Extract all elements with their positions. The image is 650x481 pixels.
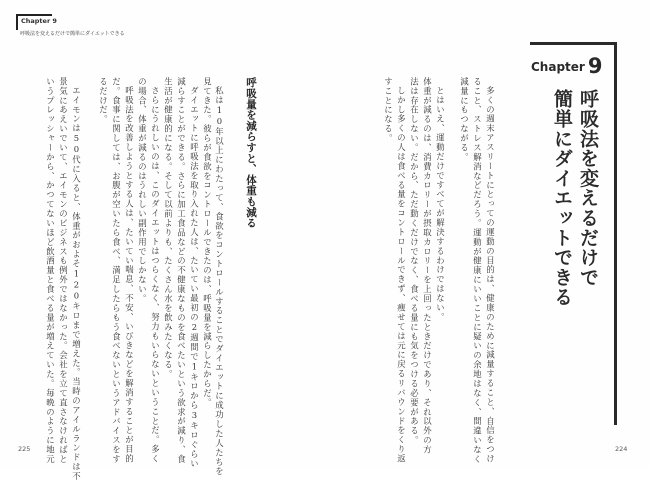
body-column: るだけだ。 xyxy=(98,77,109,125)
body-column: 減量にもつながる。 xyxy=(459,77,470,162)
body-column: 呼吸法を改善しようとする人は、たいてい喘息、不安、いびきなどを解消することが目的 xyxy=(124,86,135,464)
section-heading: 呼吸量を減らすと、体重も減る xyxy=(245,77,257,229)
body-column: 私は10年以上にわたって、食欲をコントロールすることでダイエットに成功した人たちを xyxy=(214,86,225,477)
chapter-title-line-2: 簡単にダイエットできる xyxy=(551,89,573,307)
body-column: 多くの週末アスリートにとっての運動の目的は、健康のために減量すること、自信をつけ xyxy=(485,86,496,464)
body-column: さらにうれしいのは、このダイエットはつらくなく、努力もいらないということだ。多く xyxy=(150,86,161,464)
body-column: しかし多くの人は食べる量をコントロールできず、痩せては元に戻るリバウンドをくり返 xyxy=(396,86,407,464)
body-column: 景気にあえいでいて、エイモンのビジネスも例外ではなかった。会社を立て直さなければと xyxy=(58,77,69,465)
page-number: 224 xyxy=(615,445,628,453)
running-head-chapter: Chapter 9 xyxy=(21,17,57,25)
body-column: いうプレッシャーから、かつてないほど飲酒量と食べる量が増えていた。毎晩のように地元 xyxy=(45,77,56,465)
body-column: 体重が減るのは、消費カロリーが摂取カロリーを上回ったときだけであり、それ以外の方 xyxy=(422,77,433,455)
body-column: エイモンは50代に入ると、体重がおよそ120キロまで増えた。当時のアイルランドは不 xyxy=(71,86,82,481)
body-column: とはいえ、運動だけですべてが解決するわけではない。 xyxy=(435,86,446,322)
body-column: 生活が健康的になる。そして以前よりも、たくさん水を飲みたくなる。 xyxy=(163,77,174,380)
running-head-title: 呼吸法を変えるだけで簡単にダイエットできる xyxy=(20,31,125,37)
body-column: ること、ストレス解消などだろう。運動が健康にいいことに疑いの余地はなく、間違いなく xyxy=(472,77,483,465)
body-column: 見てきた。彼らが食欲をコントロールできたのは、呼吸量を減らしたからだ。 xyxy=(202,77,213,408)
body-column: だ。食事に関しては、お腹が空いたら食べ、満足したらもう食べないというアドバイスをす xyxy=(111,77,122,465)
chapter-title-line-1: 呼吸法を変えるだけで xyxy=(577,89,599,287)
body-column: ダイエットに呼吸法を取り入れた人は、たいてい最初の2週間で1キロから3キロぐらい xyxy=(189,86,200,469)
chapter-frame xyxy=(530,42,617,425)
body-column: 減らすことができる。さらに加工食品などの不健康なものを食べたいという欲求が減り、食 xyxy=(176,77,187,465)
body-column: すことになる。 xyxy=(383,77,394,144)
page-number: 225 xyxy=(18,445,31,453)
body-column: 法は存在しない。だから、ただ動くだけでなく、食べる量にも気をつける必要がある。 xyxy=(409,77,420,446)
chapter-label: Chapter xyxy=(531,60,585,74)
right-page xyxy=(325,0,650,468)
chapter-heading xyxy=(531,52,602,76)
body-column: の場合、体重が減るのはうれしい副作用でしかない。 xyxy=(137,77,148,304)
chapter-number: 9 xyxy=(587,54,603,78)
